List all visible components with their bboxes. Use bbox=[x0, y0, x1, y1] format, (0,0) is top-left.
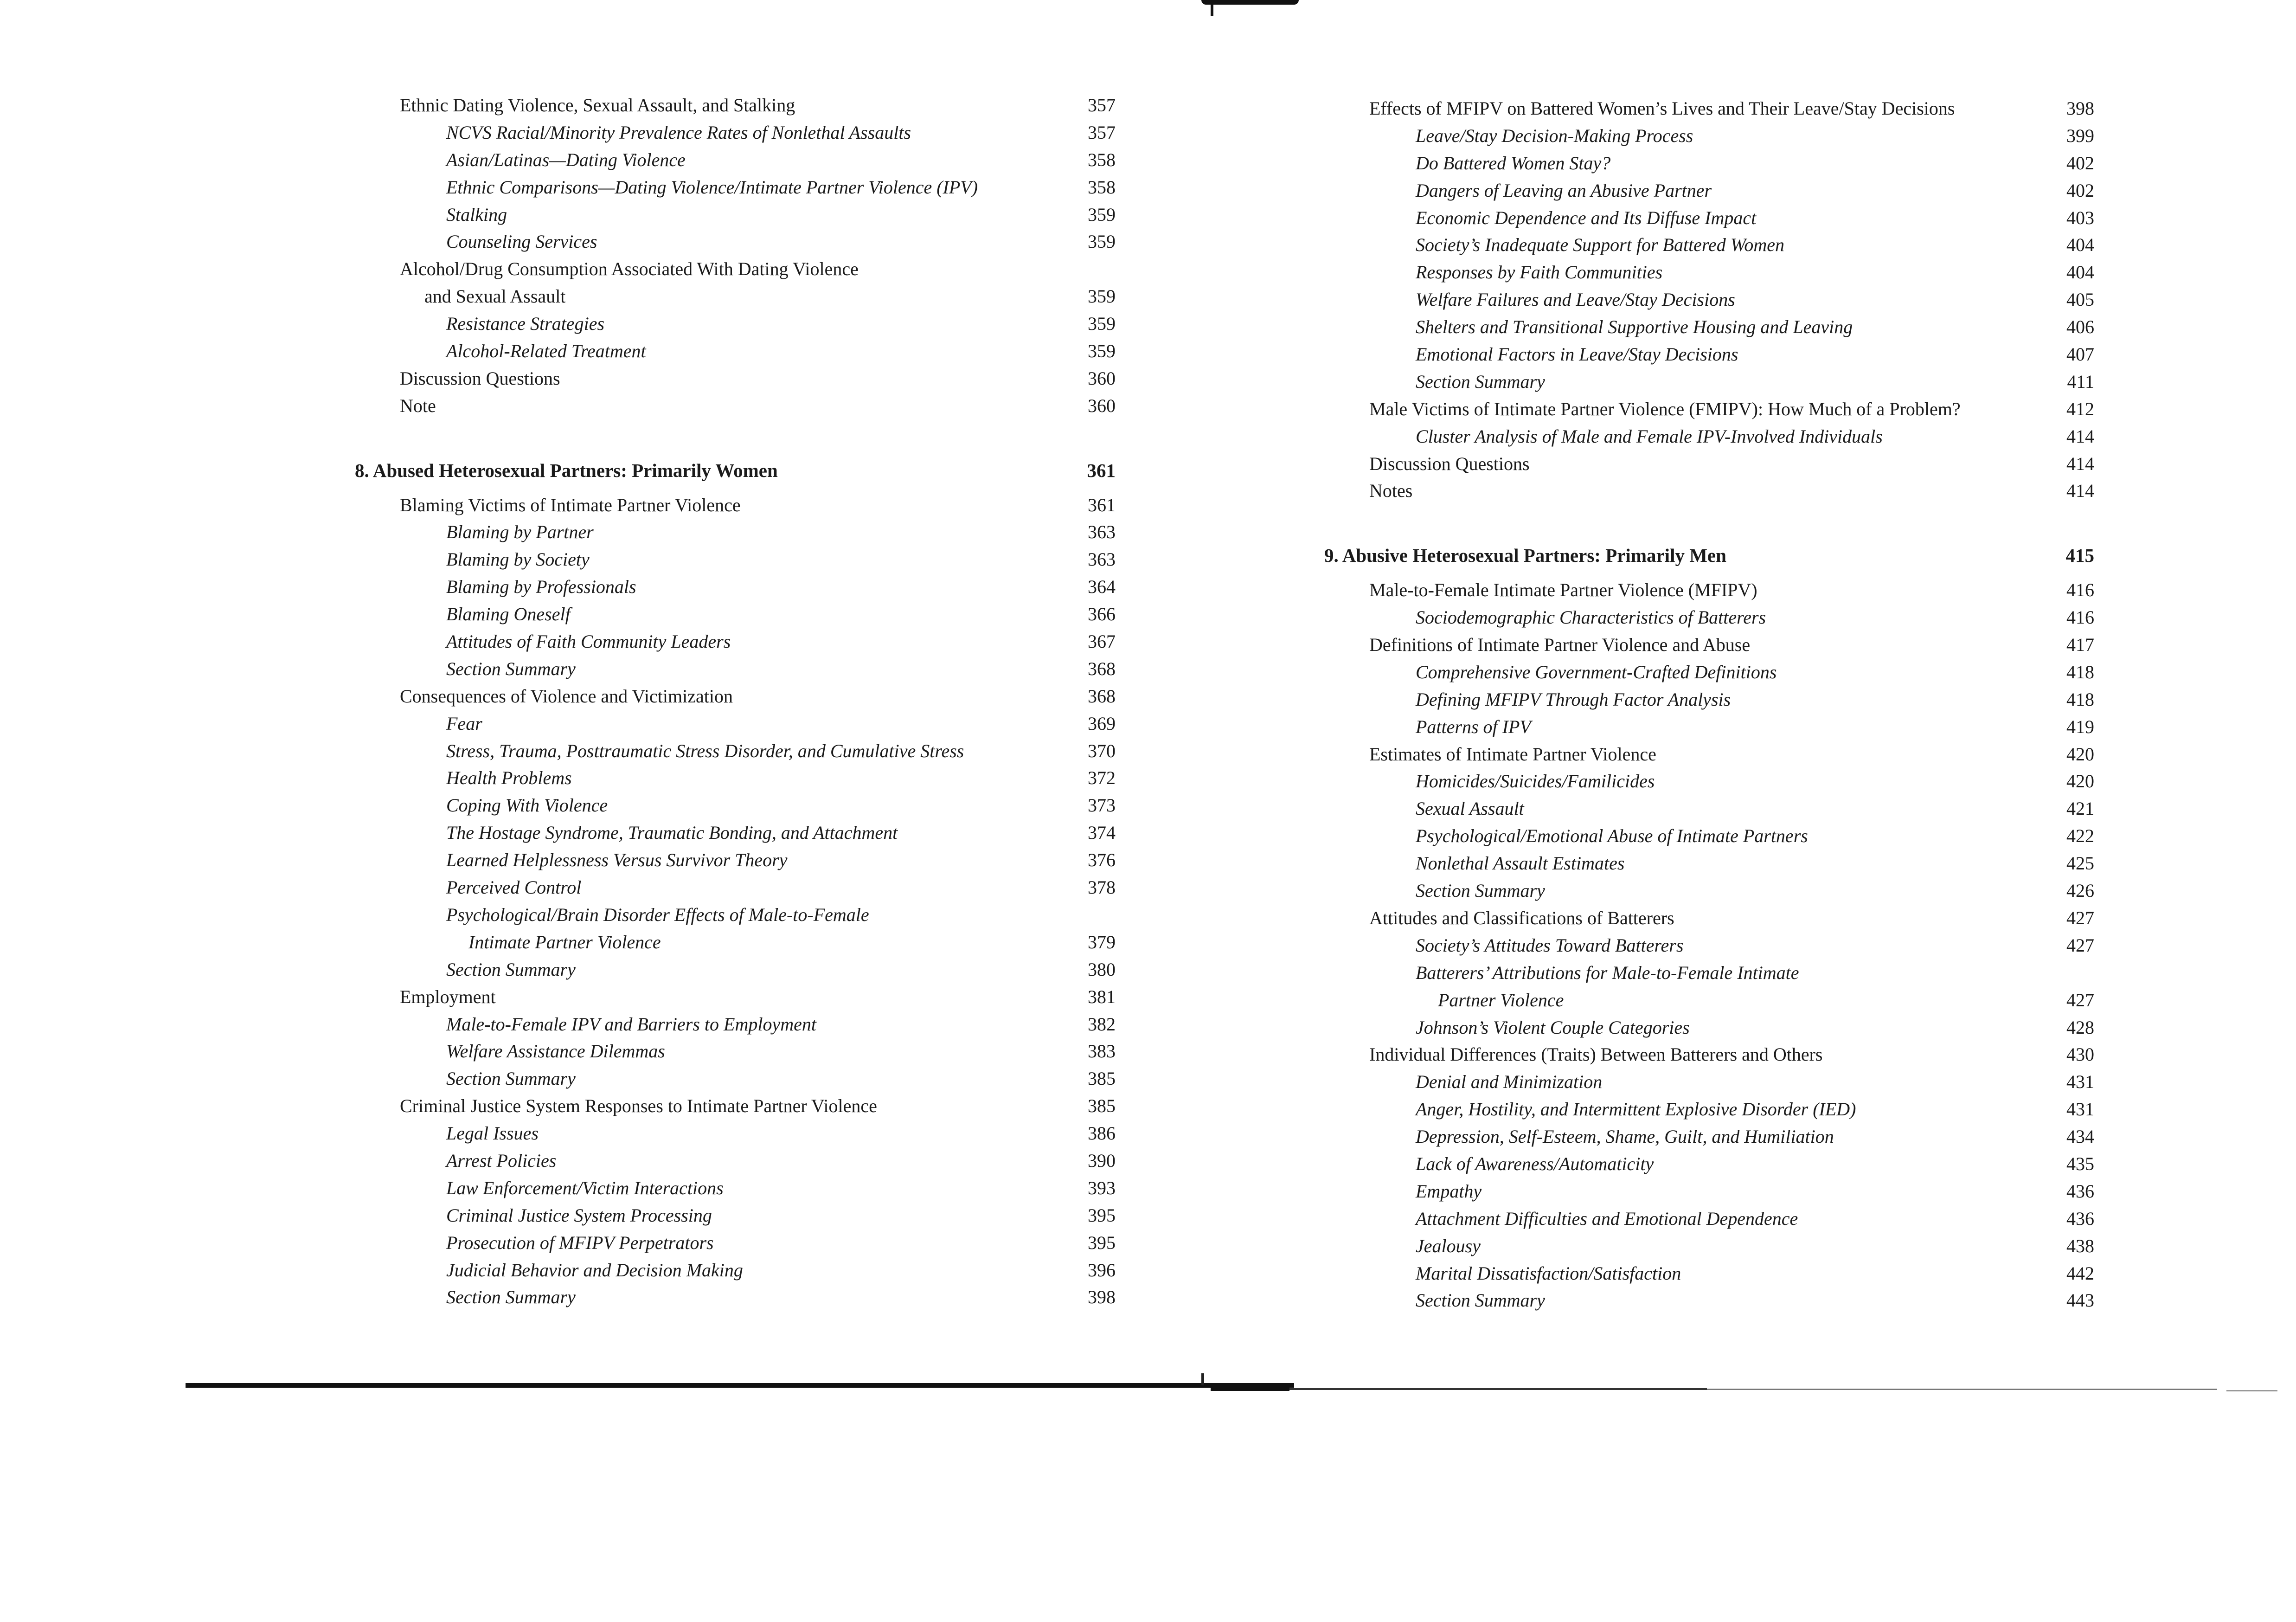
toc-entry-title: Stress, Trauma, Posttraumatic Stress Disorder, and Cumulative Stress bbox=[446, 740, 964, 761]
toc-entry[interactable] bbox=[1324, 768, 2094, 795]
toc-entry-title: Economic Dependence and Its Diffuse Impact bbox=[1416, 207, 1757, 228]
toc-entry-title: Marital Dissatisfaction/Satisfaction bbox=[1416, 1262, 1681, 1284]
toc-entry-page-number: 380 bbox=[1088, 959, 1116, 980]
toc-entry[interactable] bbox=[355, 1038, 1116, 1065]
toc-entry[interactable] bbox=[1324, 1260, 2094, 1287]
toc-entry-title: Leave/Stay Decision-Making Process bbox=[1416, 125, 1693, 146]
toc-entry-title: Partner Violence bbox=[1438, 989, 1564, 1011]
toc-entry-title: NCVS Racial/Minority Prevalence Rates of Nonlethal Assaults bbox=[446, 122, 911, 143]
toc-entry-title: Ethnic Comparisons—Dating Violence/Intimate Partner Violence (IPV) bbox=[446, 176, 978, 198]
toc-entry[interactable] bbox=[355, 874, 1116, 901]
toc-entry[interactable] bbox=[1324, 1287, 2094, 1314]
toc-entry[interactable] bbox=[355, 984, 1116, 1011]
toc-entry-title: Health Problems bbox=[446, 767, 572, 789]
toc-entry-page-number: 435 bbox=[2066, 1153, 2094, 1174]
toc-entry-title: Discussion Questions bbox=[1369, 453, 1530, 474]
toc-entry-title: Counseling Services bbox=[446, 231, 597, 252]
toc-entry-title: Intimate Partner Violence bbox=[468, 931, 661, 953]
toc-entry[interactable] bbox=[1324, 1041, 2094, 1068]
toc-entry[interactable] bbox=[1324, 396, 2094, 423]
toc-chapter-heading[interactable] bbox=[1324, 542, 2094, 569]
toc-entry-page-number: 369 bbox=[1088, 713, 1116, 734]
toc-entry[interactable] bbox=[1324, 286, 2094, 314]
toc-entry[interactable] bbox=[355, 738, 1116, 765]
toc-entry-page-number: 360 bbox=[1088, 367, 1116, 389]
toc-entry[interactable] bbox=[1324, 850, 2094, 877]
toc-entry[interactable] bbox=[1324, 150, 2094, 177]
heading-spacer bbox=[1324, 569, 2094, 577]
toc-entry[interactable] bbox=[355, 901, 1116, 929]
toc-entry[interactable] bbox=[1324, 232, 2094, 259]
toc-entry-title: Definitions of Intimate Partner Violence and Abuse bbox=[1369, 634, 1751, 656]
toc-entry-page-number: 385 bbox=[1088, 1095, 1116, 1117]
toc-entry[interactable] bbox=[1324, 259, 2094, 286]
toc-entry-title: Society’s Inadequate Support for Battered Women bbox=[1416, 234, 1785, 256]
toc-entry-page-number: 358 bbox=[1088, 176, 1116, 198]
toc-entry-title: Johnson’s Violent Couple Categories bbox=[1416, 1017, 1690, 1038]
toc-entry-page-number: 428 bbox=[2066, 1017, 2094, 1038]
toc-entry[interactable] bbox=[355, 792, 1116, 819]
toc-chapter-heading[interactable] bbox=[355, 457, 1116, 484]
toc-entry-page-number: 357 bbox=[1088, 122, 1116, 143]
section-gap bbox=[1324, 505, 2094, 542]
toc-entry-page-number: 399 bbox=[2066, 125, 2094, 146]
toc-entry-title: Sociodemographic Characteristics of Batterers bbox=[1416, 607, 1766, 628]
toc-entry-title: Psychological/Emotional Abuse of Intimate Partners bbox=[1416, 825, 1808, 847]
toc-entry[interactable] bbox=[1324, 659, 2094, 686]
toc-entry[interactable] bbox=[1324, 932, 2094, 959]
toc-entry-title: Learned Helplessness Versus Survivor Theory bbox=[446, 850, 788, 871]
toc-entry[interactable] bbox=[355, 201, 1116, 229]
toc-entry[interactable] bbox=[355, 1065, 1116, 1093]
toc-entry-title: Attitudes of Faith Community Leaders bbox=[446, 631, 731, 652]
toc-entry[interactable] bbox=[1324, 1178, 2094, 1205]
toc-column-left bbox=[355, 92, 1116, 1311]
toc-entry[interactable] bbox=[1324, 1096, 2094, 1123]
toc-entry[interactable] bbox=[1324, 631, 2094, 659]
toc-entry-title: Empathy bbox=[1416, 1180, 1482, 1202]
toc-entry[interactable] bbox=[1324, 423, 2094, 451]
toc-entry-title: Batterers’ Attributions for Male-to-Female Intimate bbox=[1416, 962, 1799, 983]
toc-entry-title: Responses by Faith Communities bbox=[1416, 262, 1663, 283]
toc-entry[interactable] bbox=[1324, 877, 2094, 905]
toc-entry-page-number: 359 bbox=[1088, 313, 1116, 335]
toc-entry-page-number: 425 bbox=[2066, 853, 2094, 874]
toc-entry-title: Psychological/Brain Disorder Effects of Male-to-Female bbox=[446, 904, 869, 925]
toc-entry[interactable] bbox=[1324, 741, 2094, 768]
toc-entry-page-number: 364 bbox=[1088, 576, 1116, 598]
toc-entry-page-number: 419 bbox=[2066, 716, 2094, 737]
toc-entry-title: Blaming by Society bbox=[446, 549, 590, 570]
toc-entry[interactable] bbox=[1324, 451, 2094, 478]
toc-entry[interactable] bbox=[355, 1011, 1116, 1038]
toc-entry-title: Male-to-Female Intimate Partner Violence (MFIPV) bbox=[1369, 579, 1757, 601]
toc-entry[interactable] bbox=[355, 92, 1116, 119]
toc-entry-page-number: 404 bbox=[2066, 262, 2094, 283]
toc-entry-page-number: 402 bbox=[2066, 152, 2094, 174]
toc-entry-title: Depression, Self-Esteem, Shame, Guilt, and Humiliation bbox=[1416, 1126, 1834, 1147]
toc-entry-title: Law Enforcement/Victim Interactions bbox=[446, 1177, 724, 1198]
toc-entry-title: The Hostage Syndrome, Traumatic Bonding, and Attachment bbox=[446, 822, 898, 843]
toc-entry-page-number: 361 bbox=[1088, 494, 1116, 515]
toc-entry-page-number: 402 bbox=[2066, 180, 2094, 201]
toc-entry-page-number: 359 bbox=[1088, 286, 1116, 307]
toc-entry-title: Society’s Attitudes Toward Batterers bbox=[1416, 934, 1684, 956]
heading-spacer bbox=[355, 484, 1116, 492]
toc-entry-title: Sexual Assault bbox=[1416, 798, 1524, 819]
toc-entry-title: Dangers of Leaving an Abusive Partner bbox=[1416, 180, 1712, 201]
toc-entry[interactable] bbox=[1324, 1151, 2094, 1178]
toc-entry-title: Section Summary bbox=[1416, 1290, 1545, 1311]
toc-entry[interactable] bbox=[355, 1257, 1116, 1284]
toc-entry[interactable] bbox=[355, 601, 1116, 628]
toc-entry-page-number: 359 bbox=[1088, 341, 1116, 362]
toc-entry-title: Defining MFIPV Through Factor Analysis bbox=[1416, 689, 1731, 710]
toc-entry-page-number: 427 bbox=[2066, 934, 2094, 956]
toc-entry[interactable] bbox=[1324, 1014, 2094, 1042]
toc-entry-title: Section Summary bbox=[446, 1287, 576, 1308]
toc-entry-page-number: 436 bbox=[2066, 1208, 2094, 1229]
toc-entry-page-number: 363 bbox=[1088, 549, 1116, 570]
toc-entry[interactable] bbox=[355, 1229, 1116, 1257]
toc-entry-page-number: 420 bbox=[2066, 771, 2094, 792]
toc-entry[interactable] bbox=[1324, 1233, 2094, 1260]
toc-entry[interactable] bbox=[1324, 1068, 2094, 1096]
toc-entry[interactable] bbox=[355, 819, 1116, 847]
toc-entry[interactable] bbox=[355, 847, 1116, 874]
toc-entry[interactable] bbox=[1324, 95, 2094, 122]
toc-entry[interactable] bbox=[355, 1202, 1116, 1229]
toc-entry-title: Employment bbox=[400, 986, 496, 1007]
toc-entry-page-number: 434 bbox=[2066, 1126, 2094, 1147]
toc-entry-title: Nonlethal Assault Estimates bbox=[1416, 853, 1625, 874]
toc-entry[interactable] bbox=[1324, 1205, 2094, 1233]
toc-entry-title: Resistance Strategies bbox=[446, 313, 605, 335]
toc-entry-page-number: 361 bbox=[1087, 459, 1116, 481]
toc-entry[interactable] bbox=[355, 119, 1116, 147]
toc-entry[interactable] bbox=[1324, 577, 2094, 604]
toc-entry-title: Fear bbox=[446, 713, 482, 734]
toc-entry-page-number: 360 bbox=[1088, 395, 1116, 416]
toc-entry-page-number: 443 bbox=[2066, 1290, 2094, 1311]
toc-column-right bbox=[1324, 95, 2094, 1314]
toc-entry-page-number: 418 bbox=[2066, 661, 2094, 682]
toc-entry-page-number: 416 bbox=[2066, 579, 2094, 601]
toc-entry-page-number: 398 bbox=[1088, 1287, 1116, 1308]
toc-entry-page-number: 372 bbox=[1088, 767, 1116, 789]
toc-entry-page-number: 414 bbox=[2066, 425, 2094, 447]
toc-entry[interactable] bbox=[355, 393, 1116, 420]
toc-entry-page-number: 359 bbox=[1088, 204, 1116, 225]
toc-entry[interactable] bbox=[355, 338, 1116, 365]
toc-entry-title: Section Summary bbox=[1416, 880, 1545, 901]
toc-entry[interactable] bbox=[1324, 795, 2094, 823]
toc-entry[interactable] bbox=[355, 283, 1116, 310]
toc-entry[interactable] bbox=[355, 519, 1116, 546]
toc-entry-page-number: 436 bbox=[2066, 1180, 2094, 1202]
toc-entry-page-number: 427 bbox=[2066, 907, 2094, 928]
toc-entry-title: Notes bbox=[1369, 480, 1413, 502]
toc-entry-page-number: 417 bbox=[2066, 634, 2094, 656]
toc-entry[interactable] bbox=[355, 1093, 1116, 1120]
toc-entry[interactable] bbox=[355, 1147, 1116, 1175]
toc-entry-page-number: 430 bbox=[2066, 1044, 2094, 1065]
toc-entry-title: Blaming by Partner bbox=[446, 521, 594, 543]
toc-entry-page-number: 363 bbox=[1088, 521, 1116, 543]
toc-entry-title: Consequences of Violence and Victimization bbox=[400, 685, 733, 707]
toc-entry-title: Arrest Policies bbox=[446, 1150, 557, 1171]
toc-entry-page-number: 398 bbox=[2066, 98, 2094, 119]
toc-entry-title: Blaming by Professionals bbox=[446, 576, 636, 598]
toc-entry-title: Estimates of Intimate Partner Violence bbox=[1369, 743, 1656, 765]
toc-entry[interactable] bbox=[355, 573, 1116, 601]
toc-entry-title: Welfare Assistance Dilemmas bbox=[446, 1041, 665, 1062]
toc-entry-page-number: 414 bbox=[2066, 480, 2094, 502]
toc-entry[interactable] bbox=[1324, 341, 2094, 368]
toc-entry-page-number: 422 bbox=[2066, 825, 2094, 847]
toc-entry[interactable] bbox=[1324, 714, 2094, 741]
toc-entry-page-number: 412 bbox=[2066, 398, 2094, 419]
toc-entry[interactable] bbox=[1324, 477, 2094, 505]
toc-entry-page-number: 416 bbox=[2066, 607, 2094, 628]
toc-entry-title: Denial and Minimization bbox=[1416, 1071, 1603, 1093]
toc-entry[interactable] bbox=[1324, 823, 2094, 850]
toc-entry-title: Jealousy bbox=[1416, 1235, 1481, 1256]
toc-entry[interactable] bbox=[355, 546, 1116, 573]
toc-entry-title: Stalking bbox=[446, 204, 507, 225]
toc-entry-page-number: 431 bbox=[2066, 1071, 2094, 1093]
toc-entry-page-number: 368 bbox=[1088, 658, 1116, 679]
toc-entry[interactable] bbox=[1324, 314, 2094, 341]
toc-entry-page-number: 381 bbox=[1088, 986, 1116, 1007]
toc-entry-title: Section Summary bbox=[1416, 371, 1545, 392]
toc-entry-title: Section Summary bbox=[446, 658, 576, 679]
toc-entry-page-number: 421 bbox=[2066, 798, 2094, 819]
toc-entry[interactable] bbox=[355, 228, 1116, 256]
toc-entry[interactable] bbox=[355, 929, 1116, 956]
toc-entry-page-number: 411 bbox=[2067, 371, 2094, 392]
toc-entry-page-number: 367 bbox=[1088, 631, 1116, 652]
toc-entry-title: Asian/Latinas—Dating Violence bbox=[446, 149, 686, 170]
toc-entry-title: Alcohol-Related Treatment bbox=[446, 341, 646, 362]
toc-entry-page-number: 393 bbox=[1088, 1177, 1116, 1198]
right-page bbox=[1148, 0, 2296, 1622]
toc-entry-page-number: 358 bbox=[1088, 149, 1116, 170]
toc-entry-page-number: 406 bbox=[2066, 316, 2094, 338]
toc-entry-page-number: 420 bbox=[2066, 743, 2094, 765]
toc-entry-page-number: 395 bbox=[1088, 1204, 1116, 1226]
toc-entry[interactable] bbox=[1324, 959, 2094, 987]
toc-entry[interactable] bbox=[355, 1175, 1116, 1202]
toc-entry[interactable] bbox=[1324, 177, 2094, 205]
toc-entry[interactable] bbox=[355, 147, 1116, 174]
toc-entry-page-number: 378 bbox=[1088, 877, 1116, 898]
toc-entry-title: Lack of Awareness/Automaticity bbox=[1416, 1153, 1654, 1174]
toc-entry[interactable] bbox=[355, 765, 1116, 792]
toc-entry[interactable] bbox=[355, 256, 1116, 283]
toc-entry-title: Comprehensive Government-Crafted Definitions bbox=[1416, 661, 1777, 682]
toc-entry-page-number: 405 bbox=[2066, 289, 2094, 310]
toc-entry[interactable] bbox=[1324, 905, 2094, 932]
toc-entry-page-number: 376 bbox=[1088, 850, 1116, 871]
toc-entry-page-number: 385 bbox=[1088, 1068, 1116, 1089]
toc-entry[interactable] bbox=[1324, 122, 2094, 150]
toc-entry-page-number: 370 bbox=[1088, 740, 1116, 761]
toc-entry[interactable] bbox=[355, 174, 1116, 201]
toc-entry[interactable] bbox=[1324, 1123, 2094, 1151]
toc-entry[interactable] bbox=[355, 656, 1116, 683]
toc-entry-title: and Sexual Assault bbox=[424, 286, 566, 307]
toc-entry-title: Do Battered Women Stay? bbox=[1416, 152, 1611, 174]
toc-entry-page-number: 373 bbox=[1088, 795, 1116, 816]
toc-entry-page-number: 426 bbox=[2066, 880, 2094, 901]
toc-entry-page-number: 357 bbox=[1088, 95, 1116, 116]
toc-entry-title: Male Victims of Intimate Partner Violence (FMIPV): How Much of a Problem? bbox=[1369, 398, 1961, 419]
toc-entry-page-number: 407 bbox=[2066, 344, 2094, 365]
toc-entry-page-number: 415 bbox=[2065, 545, 2094, 566]
toc-entry-title: Homicides/Suicides/Familicides bbox=[1416, 771, 1655, 792]
toc-entry-title: Attitudes and Classifications of Batterers bbox=[1369, 907, 1674, 928]
toc-entry-title: 9. Abusive Heterosexual Partners: Primarily Men bbox=[1324, 545, 1726, 566]
toc-entry-title: Emotional Factors in Leave/Stay Decisions bbox=[1416, 344, 1738, 365]
toc-entry-page-number: 359 bbox=[1088, 231, 1116, 252]
toc-entry-title: Criminal Justice System Responses to Intimate Partner Violence bbox=[400, 1095, 877, 1117]
toc-entry-title: Section Summary bbox=[446, 1068, 576, 1089]
toc-entry-title: Blaming Victims of Intimate Partner Violence bbox=[400, 494, 741, 515]
toc-entry-page-number: 431 bbox=[2066, 1099, 2094, 1120]
toc-entry-title: Criminal Justice System Processing bbox=[446, 1204, 712, 1226]
toc-entry[interactable] bbox=[1324, 686, 2094, 714]
toc-entry-page-number: 403 bbox=[2066, 207, 2094, 228]
toc-entry-title: Judicial Behavior and Decision Making bbox=[446, 1259, 743, 1281]
toc-entry[interactable] bbox=[1324, 205, 2094, 232]
toc-entry-title: Section Summary bbox=[446, 959, 576, 980]
toc-entry-title: Discussion Questions bbox=[400, 367, 560, 389]
toc-entry-page-number: 386 bbox=[1088, 1123, 1116, 1144]
toc-entry[interactable] bbox=[355, 683, 1116, 710]
toc-entry-page-number: 366 bbox=[1088, 604, 1116, 625]
toc-entry-title: Perceived Control bbox=[446, 877, 582, 898]
section-gap bbox=[355, 420, 1116, 457]
toc-entry-title: Legal Issues bbox=[446, 1123, 539, 1144]
toc-entry-page-number: 418 bbox=[2066, 689, 2094, 710]
toc-entry-page-number: 442 bbox=[2066, 1262, 2094, 1284]
toc-entry-page-number: 374 bbox=[1088, 822, 1116, 843]
toc-entry-title: Alcohol/Drug Consumption Associated With Dating Violence bbox=[400, 258, 859, 280]
toc-entry[interactable] bbox=[355, 956, 1116, 984]
toc-entry[interactable] bbox=[355, 628, 1116, 656]
toc-entry[interactable] bbox=[355, 1284, 1116, 1311]
toc-entry-title: Welfare Failures and Leave/Stay Decisions bbox=[1416, 289, 1735, 310]
toc-entry-title: Shelters and Transitional Supportive Housing and Leaving bbox=[1416, 316, 1853, 338]
toc-entry-page-number: 368 bbox=[1088, 685, 1116, 707]
toc-entry-title: Patterns of IPV bbox=[1416, 716, 1531, 737]
toc-entry-title: Anger, Hostility, and Intermittent Explosive Disorder (IED) bbox=[1416, 1099, 1856, 1120]
toc-entry-page-number: 414 bbox=[2066, 453, 2094, 474]
toc-entry-title: Ethnic Dating Violence, Sexual Assault, and Stalking bbox=[400, 95, 795, 116]
toc-entry-page-number: 379 bbox=[1088, 931, 1116, 953]
toc-entry-page-number: 383 bbox=[1088, 1041, 1116, 1062]
toc-entry-title: Coping With Violence bbox=[446, 795, 608, 816]
toc-entry-title: Male-to-Female IPV and Barriers to Employment bbox=[446, 1013, 816, 1035]
toc-entry[interactable] bbox=[1324, 604, 2094, 631]
toc-entry[interactable] bbox=[1324, 987, 2094, 1014]
toc-entry-title: Individual Differences (Traits) Between Batterers and Others bbox=[1369, 1044, 1823, 1065]
toc-entry-page-number: 390 bbox=[1088, 1150, 1116, 1171]
toc-entry-title: Attachment Difficulties and Emotional Dependence bbox=[1416, 1208, 1798, 1229]
toc-entry-title: Note bbox=[400, 395, 436, 416]
toc-entry-title: Blaming Oneself bbox=[446, 604, 571, 625]
toc-entry[interactable] bbox=[355, 710, 1116, 738]
toc-entry-title: Cluster Analysis of Male and Female IPV-Involved Individuals bbox=[1416, 425, 1883, 447]
toc-entry[interactable] bbox=[355, 365, 1116, 393]
toc-entry-title: Effects of MFIPV on Battered Women’s Lives and Their Leave/Stay Decisions bbox=[1369, 98, 1955, 119]
toc-entry-page-number: 396 bbox=[1088, 1259, 1116, 1281]
toc-entry[interactable] bbox=[355, 310, 1116, 338]
toc-entry-title: 8. Abused Heterosexual Partners: Primarily Women bbox=[355, 459, 778, 481]
toc-entry-page-number: 404 bbox=[2066, 234, 2094, 256]
toc-entry[interactable] bbox=[355, 492, 1116, 519]
toc-entry-page-number: 438 bbox=[2066, 1235, 2094, 1256]
toc-entry[interactable] bbox=[1324, 368, 2094, 396]
toc-entry[interactable] bbox=[355, 1120, 1116, 1147]
toc-entry-page-number: 395 bbox=[1088, 1232, 1116, 1253]
toc-entry-title: Prosecution of MFIPV Perpetrators bbox=[446, 1232, 714, 1253]
toc-entry-page-number: 427 bbox=[2066, 989, 2094, 1011]
toc-entry-page-number: 382 bbox=[1088, 1013, 1116, 1035]
